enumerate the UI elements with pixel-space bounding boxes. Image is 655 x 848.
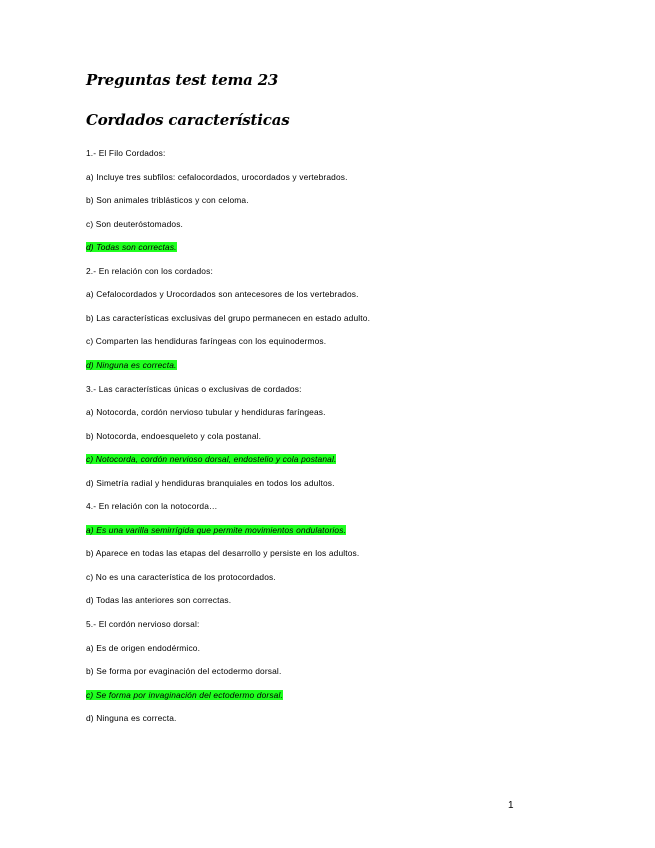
line-text: a) Cefalocordados y Urocordados son antecesores de los vertebrados. bbox=[86, 289, 359, 300]
line-text: 5.- El cordón nervioso dorsal: bbox=[86, 619, 200, 629]
question-text bbox=[86, 384, 302, 395]
answer-option bbox=[86, 666, 281, 677]
line-text: 3.- Las características únicas o exclusivas de cordados: bbox=[86, 383, 302, 394]
answer-option bbox=[86, 431, 261, 442]
answer-option bbox=[86, 289, 359, 300]
answer-option bbox=[86, 713, 177, 724]
answer-option bbox=[86, 195, 249, 206]
line-text: b) Se forma por evaginación del ectodermo dorsal. bbox=[86, 666, 282, 677]
line-text: d) Ninguna es correcta. bbox=[86, 713, 177, 724]
line-text: a) Es de origen endodérmico. bbox=[86, 642, 201, 653]
line-text: 1.- El Filo Cordados: bbox=[86, 148, 166, 158]
correct-answer-option bbox=[86, 690, 283, 701]
line-text: a) Notocorda, cordón nervioso tubular y hendiduras faríngeas. bbox=[86, 407, 326, 418]
line-text: 4.- En relación con la notocorda… bbox=[86, 501, 218, 512]
question-text bbox=[86, 266, 213, 277]
page-number: 1 bbox=[508, 800, 514, 811]
highlighted-answer-text: c) Notocorda, cordón nervioso dorsal, endostelio y cola postanal. bbox=[86, 454, 337, 465]
highlighted-answer-text: c) Se forma por invaginación del ectodermo dorsal. bbox=[86, 689, 283, 700]
answer-option bbox=[86, 478, 335, 489]
line-text: b) Son animales triblásticos y con celoma. bbox=[86, 195, 249, 206]
correct-answer-option bbox=[86, 525, 346, 536]
document-title: Preguntas test tema 23 bbox=[86, 71, 279, 89]
line-text: 2.- En relación con los cordados: bbox=[86, 265, 213, 276]
answer-option bbox=[86, 548, 359, 559]
line-text: c) No es una característica de los protocordados. bbox=[86, 571, 276, 582]
question-text bbox=[86, 148, 166, 159]
section-heading: Cordados características bbox=[86, 111, 290, 129]
line-text: b) Aparece en todas las etapas del desarrollo y persiste en los adultos. bbox=[86, 548, 360, 559]
answer-option bbox=[86, 572, 276, 583]
answer-option bbox=[86, 643, 200, 654]
answer-option bbox=[86, 219, 183, 230]
line-text: b) Notocorda, endoesqueleto y cola postanal. bbox=[86, 430, 262, 441]
line-text: d) Todas las anteriores son correctas. bbox=[86, 595, 232, 606]
answer-option bbox=[86, 595, 231, 606]
correct-answer-option bbox=[86, 242, 177, 253]
question-text bbox=[86, 501, 218, 512]
line-text: c) Comparten las hendiduras faríngeas con los equinodermos. bbox=[86, 336, 327, 347]
answer-option bbox=[86, 313, 370, 324]
line-text: b) Las características exclusivas del grupo permanecen en estado adulto. bbox=[86, 312, 371, 323]
answer-option bbox=[86, 336, 326, 347]
correct-answer-option bbox=[86, 360, 177, 371]
answer-option bbox=[86, 407, 326, 418]
answer-option bbox=[86, 172, 348, 183]
line-text: c) Son deuteróstomados. bbox=[86, 218, 184, 229]
highlighted-answer-text: d) Ninguna es correcta. bbox=[86, 359, 177, 370]
line-text: d) Simetría radial y hendiduras branquiales en todos los adultos. bbox=[86, 477, 335, 488]
question-text bbox=[86, 619, 199, 630]
correct-answer-option bbox=[86, 454, 336, 465]
line-text: a) Incluye tres subfilos: cefalocordados, urocordados y vertebrados. bbox=[86, 171, 348, 182]
highlighted-answer-text: a) Es una varilla semirrígida que permite movimientos ondulatorios. bbox=[86, 524, 347, 535]
highlighted-answer-text: d) Todas son correctas. bbox=[86, 242, 177, 253]
